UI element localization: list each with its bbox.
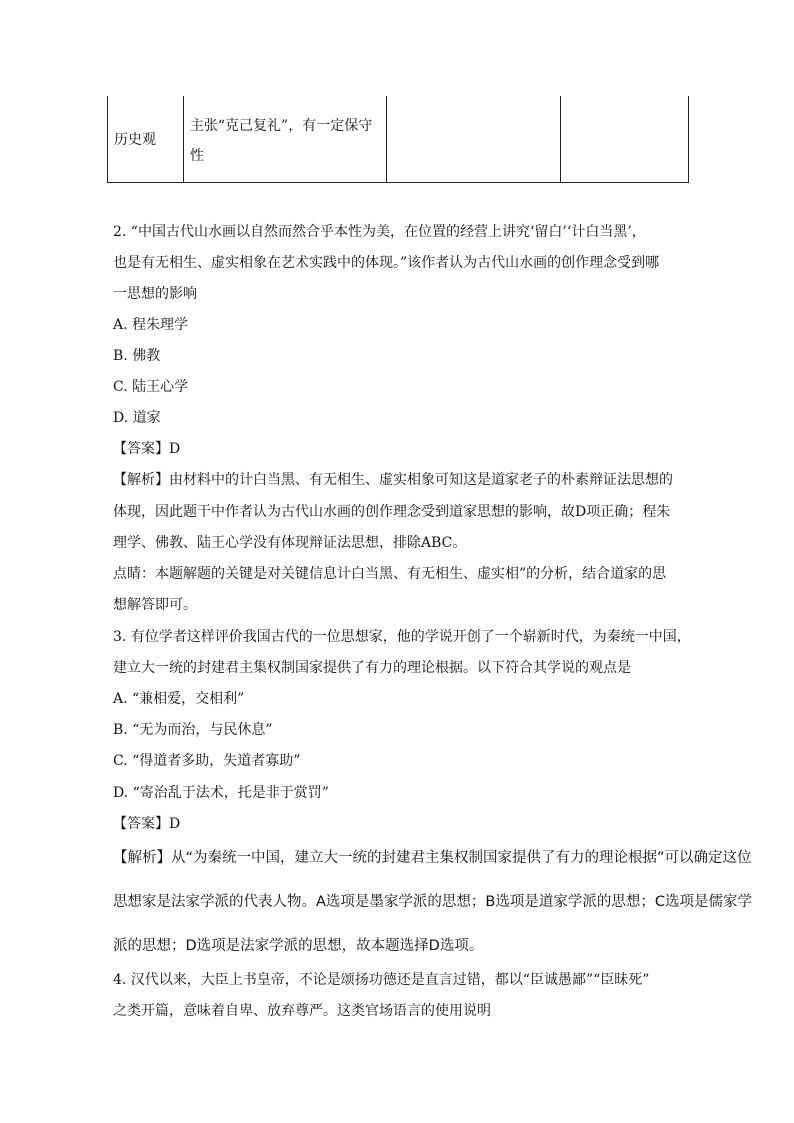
q3-option-c: C. “得道者多助，失道者寡助” bbox=[113, 753, 301, 769]
q3-analysis-line3: 派的思想；D选项是法家学派的思想，故本题选择D选项。 bbox=[113, 938, 484, 954]
table-row-label: 历史观 bbox=[108, 96, 184, 183]
q4-stem-line2: 之类开篇，意味着自卑、放弃尊严。这类官场语言的使用说明 bbox=[113, 1003, 491, 1019]
q3-answer: 【答案】D bbox=[113, 816, 181, 832]
table-row bbox=[108, 96, 689, 183]
table-cell-line: 主张“克己复礼”，有一定保守 bbox=[189, 118, 373, 134]
q2-stem-line1: 2. “中国古代山水画以自然而然合乎本性为美，在位置的经营上讲究‘留白’‘计白当黑’， bbox=[113, 224, 646, 240]
q3-stem-line1: 3. 有位学者这样评价我国古代的一位思想家，他的学说开创了一个崭新时代，为秦统一中国， bbox=[113, 629, 691, 645]
table-cell-line: 性 bbox=[189, 148, 204, 164]
q2-tip-line2: 想解答即可。 bbox=[113, 597, 197, 613]
q2-option-a: A. 程朱理学 bbox=[113, 317, 189, 333]
q3-option-d: D. “寄治乱于法术，托是非于赏罚” bbox=[113, 785, 329, 801]
comparison-table bbox=[107, 96, 689, 183]
q2-analysis-line3: 理学、佛教、陆王心学没有体现辩证法思想，排除ABC。 bbox=[113, 535, 467, 551]
q2-analysis-line1: 【解析】由材料中的计白当黑、有无相生、虚实相象可知这是道家老子的朴素辩证法思想的 bbox=[113, 472, 673, 488]
q3-analysis-line1: 【解析】从“为秦统一中国，建立大一统的封建君主集权制国家提供了有力的理论根据”可以确定这位 bbox=[113, 850, 752, 866]
q4-stem-line1: 4. 汉代以来，大臣上书皇帝，不论是颂扬功德还是直言过错，都以“臣诚愚鄙”“臣昧死” bbox=[113, 972, 650, 988]
q2-option-d: D. 道家 bbox=[113, 410, 161, 426]
q2-analysis-line2: 体现，因此题干中作者认为古代山水画的创作理念受到道家思想的影响，故D项正确；程朱 bbox=[113, 504, 671, 520]
q2-stem-line2: 也是有无相生、虚实相象在艺术实践中的体现。”该作者认为古代山水画的创作理念受到哪 bbox=[113, 255, 660, 271]
q3-stem-line2: 建立大一统的封建君主集权制国家提供了有力的理论根据。以下符合其学说的观点是 bbox=[113, 660, 631, 676]
q2-answer: 【答案】D bbox=[113, 441, 181, 457]
q3-option-b: B. “无为而治，与民休息” bbox=[113, 722, 273, 738]
table-cell-view bbox=[183, 96, 386, 183]
q2-option-c: C. 陆王心学 bbox=[113, 379, 189, 395]
table-cell-empty bbox=[561, 96, 689, 183]
q2-tip-line1: 点睛：本题解题的关键是对关键信息计白当黑、有无相生、虚实相”的分析，结合道家的思 bbox=[113, 566, 667, 582]
q2-stem-line3: 一思想的影响 bbox=[113, 286, 197, 302]
q3-option-a: A. “兼相爱，交相利” bbox=[113, 691, 245, 707]
q2-option-b: B. 佛教 bbox=[113, 348, 161, 364]
table-cell-empty bbox=[386, 96, 561, 183]
q3-analysis-line2: 思想家是法家学派的代表人物。A选项是墨家学派的思想；B选项是道家学派的思想；C选项是儒家学 bbox=[113, 894, 752, 910]
